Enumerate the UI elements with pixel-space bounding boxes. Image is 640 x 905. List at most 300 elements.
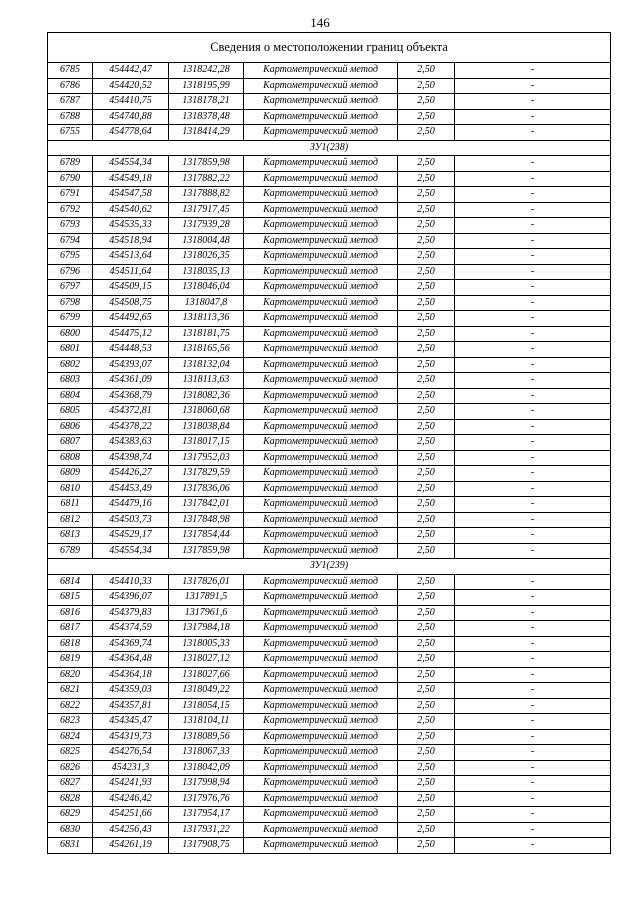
precision-cell: 2,50 (398, 342, 455, 358)
table-row (48, 698, 611, 714)
description-cell: - (455, 667, 611, 683)
method-cell: Картометрический метод (244, 466, 398, 482)
precision-cell: 2,50 (398, 249, 455, 265)
method-cell: Картометрический метод (244, 171, 398, 187)
table-title: Сведения о местоположении границ объекта (48, 33, 611, 63)
precision-cell: 2,50 (398, 125, 455, 141)
precision-cell: 2,50 (398, 94, 455, 110)
point-number-cell: 6755 (48, 125, 93, 141)
precision-cell: 2,50 (398, 373, 455, 389)
description-cell: - (455, 171, 611, 187)
description-cell: - (455, 636, 611, 652)
description-cell: - (455, 683, 611, 699)
page-number: 146 (310, 15, 330, 30)
coord-x-cell: 454426,27 (93, 466, 169, 482)
precision-cell: 2,50 (398, 357, 455, 373)
table-row (48, 171, 611, 187)
coord-y-cell: 1318035,13 (169, 264, 244, 280)
precision-cell: 2,50 (398, 760, 455, 776)
description-cell: - (455, 466, 611, 482)
coord-x-cell: 454475,12 (93, 326, 169, 342)
coord-y-cell: 1318082,36 (169, 388, 244, 404)
table-row (48, 481, 611, 497)
precision-cell: 2,50 (398, 652, 455, 668)
point-number-cell: 6799 (48, 311, 93, 327)
point-number-cell: 6797 (48, 280, 93, 296)
description-cell: - (455, 63, 611, 79)
precision-cell: 2,50 (398, 78, 455, 94)
description-cell: - (455, 388, 611, 404)
coord-y-cell: 1317859,98 (169, 156, 244, 172)
point-number-cell: 6815 (48, 590, 93, 606)
coord-y-cell: 1317952,03 (169, 450, 244, 466)
coord-y-cell: 1317917,45 (169, 202, 244, 218)
point-number-cell: 6789 (48, 543, 93, 559)
coord-y-cell: 1317891,5 (169, 590, 244, 606)
description-cell: - (455, 512, 611, 528)
coord-y-cell: 1317842,01 (169, 497, 244, 513)
method-cell: Картометрический метод (244, 218, 398, 234)
method-cell: Картометрический метод (244, 156, 398, 172)
method-cell: Картометрический метод (244, 202, 398, 218)
method-cell: Картометрический метод (244, 652, 398, 668)
method-cell: Картометрический метод (244, 311, 398, 327)
precision-cell: 2,50 (398, 466, 455, 482)
description-cell: - (455, 776, 611, 792)
section-header-row (48, 140, 611, 156)
method-cell: Картометрический метод (244, 838, 398, 854)
coord-x-cell: 454359,03 (93, 683, 169, 699)
precision-cell: 2,50 (398, 156, 455, 172)
method-cell: Картометрический метод (244, 807, 398, 823)
coord-y-cell: 1318414,29 (169, 125, 244, 141)
coord-x-cell: 454378,22 (93, 419, 169, 435)
description-cell: - (455, 357, 611, 373)
coord-x-cell: 454540,62 (93, 202, 169, 218)
coord-y-cell: 1318054,15 (169, 698, 244, 714)
table-row (48, 807, 611, 823)
coord-x-cell: 454448,53 (93, 342, 169, 358)
description-cell: - (455, 419, 611, 435)
coord-y-cell: 1318178,21 (169, 94, 244, 110)
table-row (48, 187, 611, 203)
coord-x-cell: 454396,07 (93, 590, 169, 606)
method-cell: Картометрический метод (244, 388, 398, 404)
method-cell: Картометрический метод (244, 776, 398, 792)
description-cell: - (455, 760, 611, 776)
precision-cell: 2,50 (398, 280, 455, 296)
method-cell: Картометрический метод (244, 419, 398, 435)
precision-cell: 2,50 (398, 419, 455, 435)
precision-cell: 2,50 (398, 745, 455, 761)
point-number-cell: 6801 (48, 342, 93, 358)
method-cell: Картометрический метод (244, 125, 398, 141)
coord-x-cell: 454410,33 (93, 574, 169, 590)
table-row (48, 311, 611, 327)
description-cell: - (455, 838, 611, 854)
description-cell: - (455, 435, 611, 451)
description-cell: - (455, 543, 611, 559)
table-row (48, 528, 611, 544)
coord-x-cell: 454276,54 (93, 745, 169, 761)
point-number-cell: 6807 (48, 435, 93, 451)
description-cell: - (455, 497, 611, 513)
description-cell: - (455, 218, 611, 234)
coord-x-cell: 454554,34 (93, 156, 169, 172)
table-row (48, 156, 611, 172)
table-row (48, 667, 611, 683)
table-row (48, 295, 611, 311)
coord-y-cell: 1318132,04 (169, 357, 244, 373)
coord-x-cell: 454393,07 (93, 357, 169, 373)
coord-y-cell: 1318017,15 (169, 435, 244, 451)
coord-y-cell: 1318181,75 (169, 326, 244, 342)
precision-cell: 2,50 (398, 698, 455, 714)
precision-cell: 2,50 (398, 450, 455, 466)
coord-x-cell: 454420,52 (93, 78, 169, 94)
coord-y-cell: 1318242,28 (169, 63, 244, 79)
method-cell: Картометрический метод (244, 326, 398, 342)
table-row (48, 249, 611, 265)
point-number-cell: 6785 (48, 63, 93, 79)
table-row (48, 125, 611, 141)
point-number-cell: 6788 (48, 109, 93, 125)
method-cell: Картометрический метод (244, 94, 398, 110)
point-number-cell: 6822 (48, 698, 93, 714)
description-cell: - (455, 280, 611, 296)
coord-x-cell: 454518,94 (93, 233, 169, 249)
description-cell: - (455, 373, 611, 389)
precision-cell: 2,50 (398, 326, 455, 342)
coord-y-cell: 1318104,11 (169, 714, 244, 730)
description-cell: - (455, 605, 611, 621)
boundary-coordinates-table (47, 32, 611, 854)
coord-x-cell: 454368,79 (93, 388, 169, 404)
section-header: ЗУ1(239) (48, 559, 611, 575)
description-cell: - (455, 295, 611, 311)
point-number-cell: 6795 (48, 249, 93, 265)
table-row (48, 326, 611, 342)
coord-y-cell: 1318378,48 (169, 109, 244, 125)
table-row (48, 218, 611, 234)
table-row (48, 652, 611, 668)
precision-cell: 2,50 (398, 776, 455, 792)
table-row (48, 264, 611, 280)
table-row (48, 590, 611, 606)
description-cell: - (455, 450, 611, 466)
precision-cell: 2,50 (398, 574, 455, 590)
coord-x-cell: 454535,33 (93, 218, 169, 234)
coord-y-cell: 1318005,33 (169, 636, 244, 652)
description-cell: - (455, 481, 611, 497)
coord-y-cell: 1318113,63 (169, 373, 244, 389)
table-row (48, 63, 611, 79)
coord-x-cell: 454374,59 (93, 621, 169, 637)
table-row (48, 636, 611, 652)
description-cell: - (455, 698, 611, 714)
point-number-cell: 6808 (48, 450, 93, 466)
method-cell: Картометрический метод (244, 760, 398, 776)
precision-cell: 2,50 (398, 497, 455, 513)
point-number-cell: 6786 (48, 78, 93, 94)
table-row (48, 760, 611, 776)
coord-x-cell: 454453,49 (93, 481, 169, 497)
method-cell: Картометрический метод (244, 187, 398, 203)
method-cell: Картометрический метод (244, 435, 398, 451)
precision-cell: 2,50 (398, 171, 455, 187)
method-cell: Картометрический метод (244, 373, 398, 389)
point-number-cell: 6830 (48, 822, 93, 838)
point-number-cell: 6806 (48, 419, 93, 435)
description-cell: - (455, 326, 611, 342)
method-cell: Картометрический метод (244, 605, 398, 621)
table-title-row (48, 33, 611, 63)
method-cell: Картометрический метод (244, 342, 398, 358)
coord-y-cell: 1317931,22 (169, 822, 244, 838)
method-cell: Картометрический метод (244, 497, 398, 513)
coord-x-cell: 454246,42 (93, 791, 169, 807)
coord-y-cell: 1317854,44 (169, 528, 244, 544)
coord-x-cell: 454442,47 (93, 63, 169, 79)
point-number-cell: 6810 (48, 481, 93, 497)
table-row (48, 822, 611, 838)
table-row (48, 109, 611, 125)
point-number-cell: 6825 (48, 745, 93, 761)
method-cell: Картометрический метод (244, 280, 398, 296)
method-cell: Картометрический метод (244, 512, 398, 528)
precision-cell: 2,50 (398, 605, 455, 621)
method-cell: Картометрический метод (244, 745, 398, 761)
table-row (48, 605, 611, 621)
description-cell: - (455, 590, 611, 606)
coord-x-cell: 454369,74 (93, 636, 169, 652)
coord-y-cell: 1317882,22 (169, 171, 244, 187)
coord-y-cell: 1317998,94 (169, 776, 244, 792)
point-number-cell: 6826 (48, 760, 93, 776)
method-cell: Картометрический метод (244, 590, 398, 606)
precision-cell: 2,50 (398, 218, 455, 234)
precision-cell: 2,50 (398, 295, 455, 311)
point-number-cell: 6811 (48, 497, 93, 513)
point-number-cell: 6818 (48, 636, 93, 652)
method-cell: Картометрический метод (244, 233, 398, 249)
coord-y-cell: 1318046,04 (169, 280, 244, 296)
method-cell: Картометрический метод (244, 63, 398, 79)
table-row (48, 543, 611, 559)
coord-y-cell: 1318027,66 (169, 667, 244, 683)
coord-x-cell: 454547,58 (93, 187, 169, 203)
coord-x-cell: 454511,64 (93, 264, 169, 280)
method-cell: Картометрический метод (244, 543, 398, 559)
precision-cell: 2,50 (398, 683, 455, 699)
point-number-cell: 6793 (48, 218, 93, 234)
table-row (48, 791, 611, 807)
coord-x-cell: 454319,73 (93, 729, 169, 745)
point-number-cell: 6827 (48, 776, 93, 792)
table-row (48, 388, 611, 404)
precision-cell: 2,50 (398, 822, 455, 838)
point-number-cell: 6805 (48, 404, 93, 420)
point-number-cell: 6798 (48, 295, 93, 311)
coord-x-cell: 454740,88 (93, 109, 169, 125)
table-row (48, 435, 611, 451)
description-cell: - (455, 791, 611, 807)
table-row (48, 466, 611, 482)
method-cell: Картометрический метод (244, 714, 398, 730)
method-cell: Картометрический метод (244, 109, 398, 125)
description-cell: - (455, 342, 611, 358)
coord-y-cell: 1318026,35 (169, 249, 244, 265)
coord-y-cell: 1318027,12 (169, 652, 244, 668)
point-number-cell: 6789 (48, 156, 93, 172)
table-row (48, 450, 611, 466)
description-cell: - (455, 745, 611, 761)
table-row (48, 714, 611, 730)
point-number-cell: 6831 (48, 838, 93, 854)
point-number-cell: 6824 (48, 729, 93, 745)
method-cell: Картометрический метод (244, 295, 398, 311)
method-cell: Картометрический метод (244, 683, 398, 699)
method-cell: Картометрический метод (244, 481, 398, 497)
table-row (48, 776, 611, 792)
description-cell: - (455, 621, 611, 637)
description-cell: - (455, 233, 611, 249)
coord-y-cell: 1318195,99 (169, 78, 244, 94)
point-number-cell: 6819 (48, 652, 93, 668)
coord-y-cell: 1317976,76 (169, 791, 244, 807)
point-number-cell: 6809 (48, 466, 93, 482)
section-header-row (48, 559, 611, 575)
precision-cell: 2,50 (398, 388, 455, 404)
point-number-cell: 6802 (48, 357, 93, 373)
table-row (48, 233, 611, 249)
description-cell: - (455, 125, 611, 141)
point-number-cell: 6796 (48, 264, 93, 280)
coord-y-cell: 1317908,75 (169, 838, 244, 854)
coord-x-cell: 454372,81 (93, 404, 169, 420)
table-row (48, 94, 611, 110)
coord-x-cell: 454383,63 (93, 435, 169, 451)
coord-y-cell: 1317848,98 (169, 512, 244, 528)
coord-x-cell: 454778,64 (93, 125, 169, 141)
precision-cell: 2,50 (398, 791, 455, 807)
table-row (48, 838, 611, 854)
description-cell: - (455, 202, 611, 218)
table-row (48, 683, 611, 699)
description-cell: - (455, 109, 611, 125)
precision-cell: 2,50 (398, 714, 455, 730)
point-number-cell: 6829 (48, 807, 93, 823)
table-body (48, 33, 611, 854)
description-cell: - (455, 729, 611, 745)
coord-y-cell: 1318165,56 (169, 342, 244, 358)
method-cell: Картометрический метод (244, 698, 398, 714)
precision-cell: 2,50 (398, 590, 455, 606)
precision-cell: 2,50 (398, 512, 455, 528)
method-cell: Картометрический метод (244, 621, 398, 637)
description-cell: - (455, 311, 611, 327)
method-cell: Картометрический метод (244, 450, 398, 466)
description-cell: - (455, 652, 611, 668)
coord-x-cell: 454345,47 (93, 714, 169, 730)
method-cell: Картометрический метод (244, 822, 398, 838)
precision-cell: 2,50 (398, 667, 455, 683)
point-number-cell: 6814 (48, 574, 93, 590)
coord-y-cell: 1317939,28 (169, 218, 244, 234)
coord-y-cell: 1317984,18 (169, 621, 244, 637)
description-cell: - (455, 264, 611, 280)
method-cell: Картометрический метод (244, 729, 398, 745)
coord-y-cell: 1318113,36 (169, 311, 244, 327)
point-number-cell: 6803 (48, 373, 93, 389)
coord-y-cell: 1317859,98 (169, 543, 244, 559)
table-row (48, 419, 611, 435)
coord-x-cell: 454509,15 (93, 280, 169, 296)
precision-cell: 2,50 (398, 233, 455, 249)
precision-cell: 2,50 (398, 729, 455, 745)
description-cell: - (455, 187, 611, 203)
description-cell: - (455, 156, 611, 172)
table-row (48, 574, 611, 590)
point-number-cell: 6813 (48, 528, 93, 544)
coord-x-cell: 454410,75 (93, 94, 169, 110)
point-number-cell: 6792 (48, 202, 93, 218)
point-number-cell: 6821 (48, 683, 93, 699)
point-number-cell: 6816 (48, 605, 93, 621)
coord-x-cell: 454549,18 (93, 171, 169, 187)
description-cell: - (455, 404, 611, 420)
method-cell: Картометрический метод (244, 264, 398, 280)
description-cell: - (455, 94, 611, 110)
table-row (48, 621, 611, 637)
precision-cell: 2,50 (398, 187, 455, 203)
point-number-cell: 6794 (48, 233, 93, 249)
coord-y-cell: 1318038,84 (169, 419, 244, 435)
method-cell: Картометрический метод (244, 574, 398, 590)
description-cell: - (455, 78, 611, 94)
precision-cell: 2,50 (398, 636, 455, 652)
method-cell: Картометрический метод (244, 357, 398, 373)
coord-x-cell: 454241,93 (93, 776, 169, 792)
precision-cell: 2,50 (398, 63, 455, 79)
table-row (48, 202, 611, 218)
description-cell: - (455, 822, 611, 838)
description-cell: - (455, 249, 611, 265)
table-row (48, 78, 611, 94)
point-number-cell: 6820 (48, 667, 93, 683)
precision-cell: 2,50 (398, 838, 455, 854)
table-row (48, 342, 611, 358)
coord-x-cell: 454398,74 (93, 450, 169, 466)
precision-cell: 2,50 (398, 404, 455, 420)
coord-y-cell: 1318089,56 (169, 729, 244, 745)
point-number-cell: 6828 (48, 791, 93, 807)
precision-cell: 2,50 (398, 202, 455, 218)
precision-cell: 2,50 (398, 311, 455, 327)
coord-x-cell: 454529,17 (93, 528, 169, 544)
table-row (48, 497, 611, 513)
table-row (48, 280, 611, 296)
table-row (48, 357, 611, 373)
point-number-cell: 6800 (48, 326, 93, 342)
table-row (48, 745, 611, 761)
coord-x-cell: 454379,83 (93, 605, 169, 621)
coord-x-cell: 454513,64 (93, 249, 169, 265)
coord-x-cell: 454251,66 (93, 807, 169, 823)
method-cell: Картометрический метод (244, 249, 398, 265)
coord-y-cell: 1317888,82 (169, 187, 244, 203)
coord-x-cell: 454503,73 (93, 512, 169, 528)
